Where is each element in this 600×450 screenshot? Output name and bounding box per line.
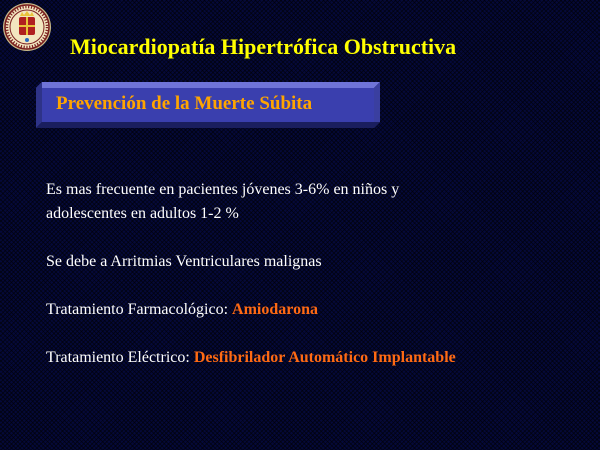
paragraph-electrical: [46, 346, 576, 370]
paragraph-cause: Se debe a Arritmias Ventriculares malignas: [46, 253, 322, 270]
seal-icon: [2, 2, 52, 52]
electrical-label: Tratamiento Eléctrico:: [46, 349, 194, 366]
paragraph-frequency-line-2: adolescentes en adultos 1-2 %: [46, 205, 239, 222]
university-seal-logo: [2, 2, 52, 52]
paragraph-pharmacological: [46, 298, 576, 322]
subtitle-banner: [36, 82, 380, 128]
bullet-content: [46, 178, 576, 394]
pharmacological-value: Amiodarona: [232, 301, 318, 318]
pharmacological-label: Tratamiento Farmacológico:: [46, 301, 233, 318]
slide-title: Miocardiopatía Hipertrófica Obstructiva: [70, 34, 457, 59]
paragraph-frequency: [46, 178, 576, 226]
paragraph-frequency-line-1: Es mas frecuente en pacientes jóvenes 3-6% en niños y: [46, 181, 400, 198]
subtitle-text: Prevención de la Muerte Súbita: [56, 93, 313, 114]
electrical-value: Desfibrilador Automático Implantable: [193, 349, 456, 366]
